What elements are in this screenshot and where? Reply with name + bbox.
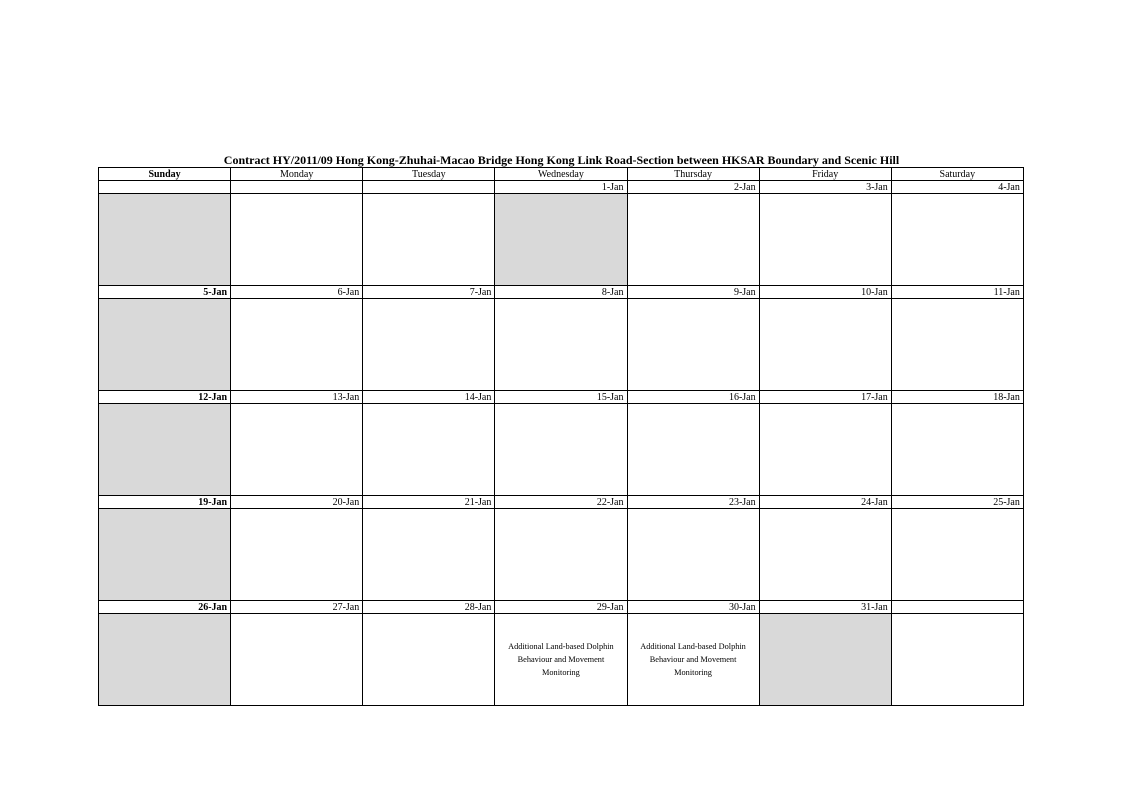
day-cell [891,404,1023,496]
date-cell-16-jan: 16-Jan [627,391,759,404]
date-cell-26-jan: 26-Jan [99,601,231,614]
day-cell [495,509,627,601]
date-cell-12-jan: 12-Jan [99,391,231,404]
weekday-header-sunday: Sunday [99,168,231,181]
day-cell [759,194,891,286]
date-cell-27-jan: 27-Jan [231,601,363,614]
date-cell-24-jan: 24-Jan [759,496,891,509]
title-line-1: Contract HY/2011/09 Hong Kong-Zhuhai-Macao Bridge Hong Kong Link Road-Section between HKSAR Boundary and Scenic Hill [223,153,900,167]
date-cell-13-jan: 13-Jan [231,391,363,404]
date-row-week-2 [99,286,1024,299]
date-cell-15-jan: 15-Jan [495,391,627,404]
weekday-header-row [99,168,1024,181]
day-cell [231,299,363,391]
day-body-row-week-5 [99,614,1024,706]
day-cell [627,194,759,286]
date-cell-empty [891,601,1023,614]
day-cell [627,299,759,391]
day-cell-shaded [99,614,231,706]
day-cell [759,404,891,496]
date-row-week-4 [99,496,1024,509]
date-cell-18-jan: 18-Jan [891,391,1023,404]
day-cell [495,404,627,496]
date-cell-28-jan: 28-Jan [363,601,495,614]
date-cell-14-jan: 14-Jan [363,391,495,404]
day-cell [891,614,1023,706]
date-cell-10-jan: 10-Jan [759,286,891,299]
day-body-row-week-3 [99,404,1024,496]
day-cell [363,194,495,286]
day-cell [495,299,627,391]
day-body-row-week-1 [99,194,1024,286]
day-cell [231,614,363,706]
date-cell-17-jan: 17-Jan [759,391,891,404]
date-cell-8-jan: 8-Jan [495,286,627,299]
date-cell-3-jan: 3-Jan [759,181,891,194]
date-cell-29-jan: 29-Jan [495,601,627,614]
date-cell-6-jan: 6-Jan [231,286,363,299]
date-cell-empty [99,181,231,194]
date-cell-empty [231,181,363,194]
date-cell-empty [363,181,495,194]
calendar-table [98,167,1024,706]
day-body-row-week-4 [99,509,1024,601]
calendar-body [99,181,1024,706]
weekday-header-tuesday: Tuesday [363,168,495,181]
date-cell-2-jan: 2-Jan [627,181,759,194]
date-cell-21-jan: 21-Jan [363,496,495,509]
day-cell [363,299,495,391]
day-cell [627,614,759,706]
event-label: Additional Land-based Dolphin Behaviour and Movement Monitoring [508,642,614,677]
date-cell-30-jan: 30-Jan [627,601,759,614]
day-cell [891,509,1023,601]
date-cell-5-jan: 5-Jan [99,286,231,299]
day-cell [231,509,363,601]
weekday-header-monday: Monday [231,168,363,181]
day-cell [627,509,759,601]
day-cell-shaded [99,509,231,601]
date-row-week-3 [99,391,1024,404]
day-cell [891,299,1023,391]
date-cell-1-jan: 1-Jan [495,181,627,194]
day-cell [759,299,891,391]
weekday-header-saturday: Saturday [891,168,1023,181]
date-row-week-5 [99,601,1024,614]
day-cell [495,614,627,706]
event-label: Additional Land-based Dolphin Behaviour and Movement Monitoring [640,642,746,677]
day-cell-shaded [99,299,231,391]
date-cell-20-jan: 20-Jan [231,496,363,509]
date-row-week-1 [99,181,1024,194]
day-cell [231,194,363,286]
day-cell [891,194,1023,286]
day-cell-shaded [99,404,231,496]
date-cell-4-jan: 4-Jan [891,181,1023,194]
date-cell-22-jan: 22-Jan [495,496,627,509]
day-cell-shaded [495,194,627,286]
weekday-header-wednesday: Wednesday [495,168,627,181]
weekday-header-thursday: Thursday [627,168,759,181]
date-cell-25-jan: 25-Jan [891,496,1023,509]
date-cell-19-jan: 19-Jan [99,496,231,509]
day-cell [363,614,495,706]
date-cell-11-jan: 11-Jan [891,286,1023,299]
day-cell [627,404,759,496]
weekday-header-friday: Friday [759,168,891,181]
day-body-row-week-2 [99,299,1024,391]
day-cell [759,509,891,601]
day-cell-shaded [759,614,891,706]
day-cell [363,404,495,496]
day-cell-shaded [99,194,231,286]
date-cell-31-jan: 31-Jan [759,601,891,614]
date-cell-9-jan: 9-Jan [627,286,759,299]
day-cell [231,404,363,496]
date-cell-7-jan: 7-Jan [363,286,495,299]
day-cell [363,509,495,601]
date-cell-23-jan: 23-Jan [627,496,759,509]
